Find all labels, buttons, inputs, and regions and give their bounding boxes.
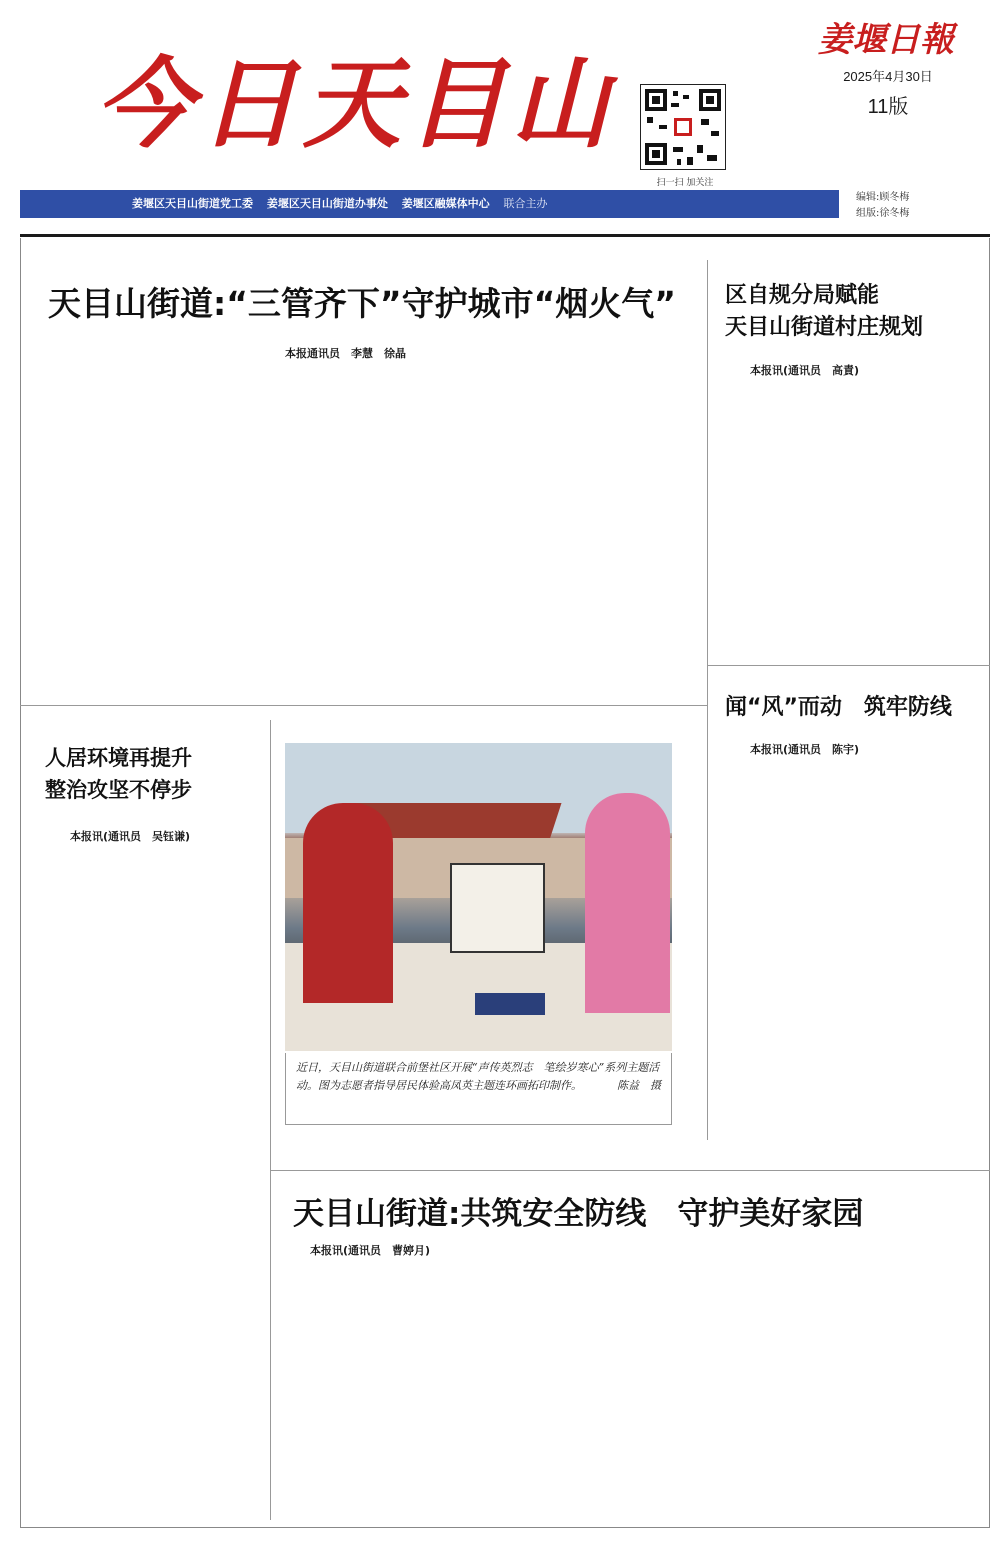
photo-caption-text: 近日，天目山街道联合前堡社区开展“声传英烈志 笔绘岁寒心”系列主题活动。图为志愿者指导居民体验高凤英主题连环画拓印制作。 [296,1061,660,1092]
environment-headline-line: 整治攻坚不停步 [45,778,192,802]
planning-headline [725,280,923,344]
qr-code-icon [641,85,725,169]
environment-headline-line: 人居环境再提升 [45,746,192,770]
sponsor-org: 姜堰区天目山街道党工委 [132,197,253,210]
lead-headline: 天目山街道:“三管齐下”守护城市“烟火气” [48,284,676,323]
editor-credits [856,190,996,222]
qr-caption: 扫一扫 加关注 [656,178,714,188]
column-divider [707,700,708,1140]
column-divider [270,720,271,1520]
section-divider [707,665,990,666]
sponsor-org: 姜堰区天目山街道办事处 [266,197,388,210]
safety-headline: 天目山街道:共筑安全防线 守护美好家园 [293,1196,864,1232]
planning-headline-line: 天目山街道村庄规划 [725,315,924,340]
layout-editor-name: 组版:徐冬梅 [856,208,910,219]
event-photo [285,743,672,1051]
issue-date: 2025年4月30日 [843,69,933,84]
paper-logo: 姜堰日報 [818,20,954,60]
environment-byline: 本报讯(通讯员 吴钰谦) [70,830,191,843]
qr-code[interactable] [640,84,726,170]
planning-byline: 本报讯(通讯员 高責) [750,364,860,377]
masthead-title: 今日天目山 [95,47,616,162]
environment-headline [45,742,192,806]
flood-headline: 闻“风”而动 筑牢防线 [725,695,952,720]
photo-credit: 陈益 摄 [617,1079,661,1092]
photo-caption [285,1053,672,1125]
safety-byline: 本报讯(通讯员 曹婷月) [310,1244,431,1257]
section-divider [20,705,707,706]
sponsor-suffix: 联合主办 [503,197,548,210]
editor-name: 编辑:顾冬梅 [856,192,910,203]
planning-headline-line: 区自规分局赋能 [725,283,880,308]
section-divider [270,1170,990,1171]
sponsor-org: 姜堰区融媒体中心 [401,197,490,210]
edition-number: 11版 [867,96,909,118]
sponsor-banner [20,190,839,218]
top-rule [20,234,990,237]
flood-byline: 本报讯(通讯员 陈宇) [750,743,860,756]
lead-byline: 本报通讯员 李慧 徐晶 [285,347,406,360]
column-divider [707,260,708,700]
